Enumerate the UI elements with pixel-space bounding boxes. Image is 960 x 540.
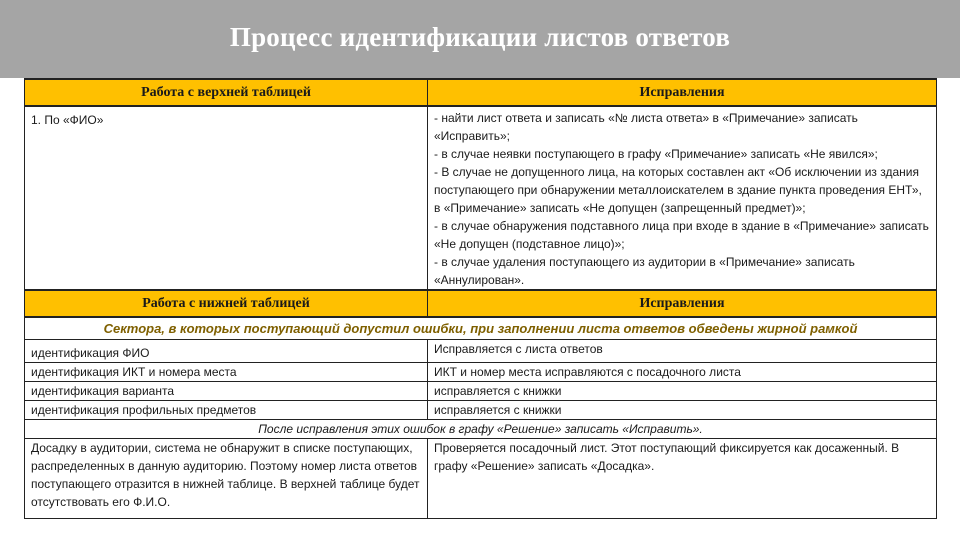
upper-item-fio: 1. По «ФИО» — [25, 106, 428, 290]
page-title: Процесс идентификации листов ответов — [229, 22, 731, 52]
row-item: идентификация ФИО — [25, 340, 428, 363]
table-row — [25, 340, 937, 363]
table-row — [25, 401, 937, 420]
row-fix: исправляется с книжки — [428, 401, 937, 420]
fix-line: - В случае не допущенного лица, на которых составлен акт «Об исключении из здания поступающего при обнаружении металлоискателем в здание пункта проведения ЕНТ», в «Примечание» записать «Не допущен (запрещенный предмет)»; — [434, 165, 922, 215]
bold-frame-note: Сектора, в которых поступающий допустил ошибки, при заполнении листа ответов обведены жирной рамкой — [25, 317, 937, 340]
final-row-fix: Проверяется посадочный лист. Этот поступающий фиксируется как досаженный. В графу «Решение» записать «Досадка». — [428, 439, 937, 519]
final-row-item: Досадку в аудитории, система не обнаружит в списке поступающих, распределенных в данную аудиторию. Поэтому номер листа ответов поступающего отразится в нижней таблице. В верхней таблице будет отсутствовать его Ф.И.О. — [25, 439, 428, 519]
lower-note-row — [25, 317, 937, 340]
lower-header-work: Работа с нижней таблицей — [25, 290, 428, 317]
row-item: идентификация профильных предметов — [25, 401, 428, 420]
fix-line: - найти лист ответа и записать «№ листа ответа» в «Примечание» записать «Исправить»; — [434, 111, 858, 143]
final-row — [25, 439, 937, 519]
fix-line: - в случае неявки поступающего в графу «Примечание» записать «Не явился»; — [434, 147, 878, 161]
upper-header-work: Работа с верхней таблицей — [25, 79, 428, 106]
row-fix: исправляется с книжки — [428, 382, 937, 401]
upper-header-row — [25, 79, 937, 106]
lower-header-fixes: Исправления — [428, 290, 937, 317]
title-bar — [0, 0, 960, 78]
after-note-row — [25, 420, 937, 439]
identification-table — [24, 78, 937, 519]
row-item: идентификация ИКТ и номера места — [25, 363, 428, 382]
upper-fixes-cell — [428, 106, 937, 290]
after-fix-note: После исправления этих ошибок в графу «Решение» записать «Исправить». — [25, 420, 937, 439]
fix-line: - в случае удаления поступающего из аудитории в «Примечание» записать «Аннулирован». — [434, 255, 855, 287]
table-row — [25, 363, 937, 382]
row-fix: ИКТ и номер места исправляются с посадочного листа — [428, 363, 937, 382]
row-fix: Исправляется с листа ответов — [428, 340, 937, 363]
fix-line: - в случае обнаружения подставного лица при входе в здание в «Примечание» записать «Не допущен (подставное лицо)»; — [434, 219, 929, 251]
table-row — [25, 382, 937, 401]
lower-header-row — [25, 290, 937, 317]
upper-header-fixes: Исправления — [428, 79, 937, 106]
upper-row-fio — [25, 106, 937, 290]
row-item: идентификация варианта — [25, 382, 428, 401]
